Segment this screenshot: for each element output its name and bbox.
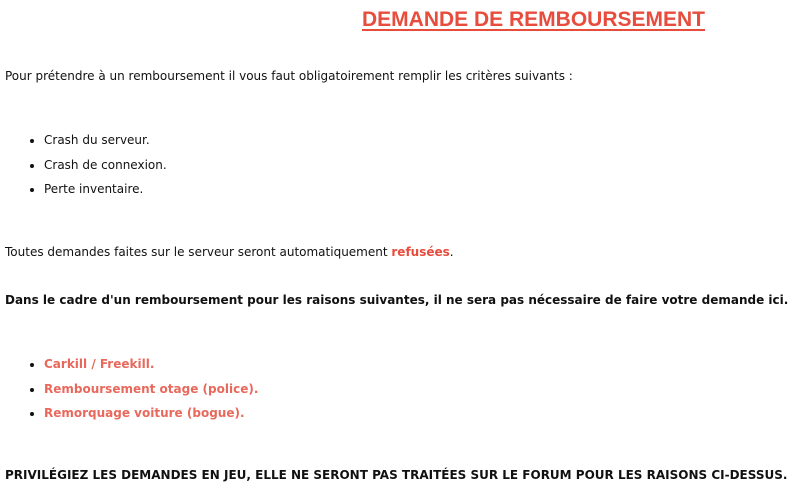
list-item: • Crash de connexion.: [44, 157, 167, 182]
exclusions-list: [26, 356, 258, 430]
list-item: • Crash du serveur.: [44, 132, 167, 157]
refuse-notice: [5, 245, 454, 259]
final-notice: PRIVILÉGIEZ LES DEMANDES EN JEU, ELLE NE SERONT PAS TRAITÉES SUR LE FORUM POUR LES RAISONS CI-DESSUS.: [5, 468, 788, 482]
exclusion-label: Carkill / Freekill.: [44, 357, 155, 371]
page-title: DEMANDE DE REMBOURSEMENT: [362, 8, 706, 31]
list-item: [44, 381, 258, 406]
cadre-text: Dans le cadre d'un remboursement pour les raisons suivantes, il ne sera pas nécessaire de faire votre demande ici.: [5, 293, 789, 307]
list-item: [44, 356, 258, 381]
exclusion-label: Remboursement otage (police).: [44, 381, 259, 396]
exclusion-label: Remorquage voiture (bogue).: [44, 406, 245, 420]
list-item: [44, 405, 258, 430]
refuse-notice-suffix: .: [449, 245, 454, 259]
intro-text: Pour prétendre à un remboursement il vous faut obligatoirement remplir les critères suivants :: [5, 69, 573, 83]
list-item: • Perte inventaire.: [44, 181, 167, 206]
refuse-highlight: refusées: [391, 245, 450, 259]
refuse-notice-prefix: Toutes demandes faites sur le serveur seront automatiquement: [5, 245, 392, 259]
criteria-list: [26, 132, 167, 206]
